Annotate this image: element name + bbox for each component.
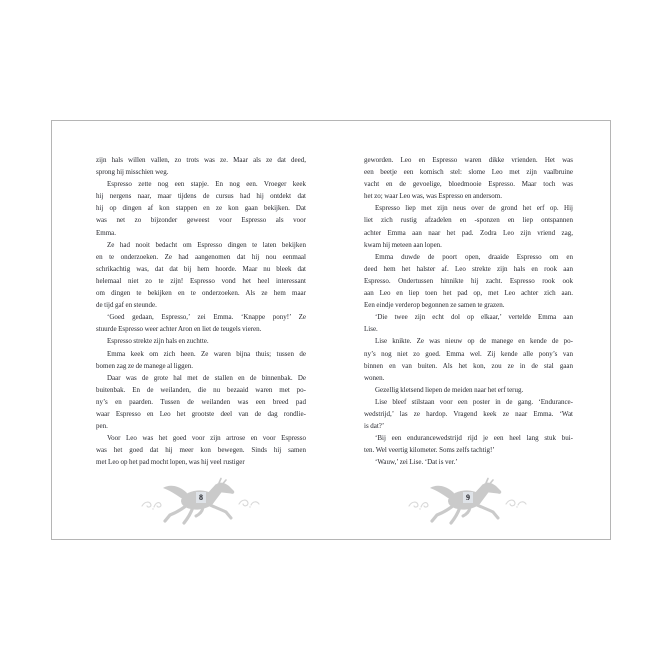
text-line: Espresso zette nog een stapje. En nog een. Vroeger keek [107, 180, 306, 189]
right-flourish-icon [506, 500, 526, 508]
text-line: ‘Wauw,’ zei Lise. ‘Dat is ver.’ [375, 458, 458, 467]
text-line: Lise. [364, 325, 378, 334]
text-line: schrikachtig was, dat dat bij hem hoorde. Maar nu bleek dat [96, 264, 306, 273]
text-line: wedstrijd,’ las ze hardop. Vragend keek ze naar Emma. ‘Wat [364, 409, 573, 418]
text-line: Emma. [96, 228, 117, 237]
text-line: zijn hals willen vallen, zo trots was ze. Maar als ze dat deed, [96, 156, 306, 164]
text-line: ‘Goed gedaan, Espresso,’ zei Emma. ‘Knappe pony!’ Ze [107, 313, 306, 322]
text-line: was net zo bijzonder geweest voor Espresso als voor [96, 216, 306, 225]
text-line: vacht en de gevoelige, bloedmooie Espresso. Maar toch was [364, 180, 573, 189]
page-number: 9 [463, 492, 473, 503]
text-line: waar Espresso en Leo het grootste deel van de dag rondlie- [96, 409, 306, 418]
text-line: is dat?’ [364, 422, 385, 431]
text-line: ny’s nog niet zo goed. Emma wel. Zij kende alle pony’s van [364, 349, 573, 358]
left-flourish-icon [142, 502, 161, 510]
text-line: Espresso. Ondertussen hinnikte hij zacht. Espresso rook ook [364, 276, 573, 285]
text-line: aan Leo en liep toen het pad op, met Leo achter zich aan. [364, 289, 573, 298]
right-flourish-icon [239, 500, 259, 508]
text-line: stuurde Espresso weer achter Aron en liet de teugels vieren. [96, 325, 262, 334]
text-line: kwam hij meteen aan lopen. [364, 240, 442, 249]
text-line: buitenbak. En de weilanden, die nu bezaaid waren met po- [96, 385, 306, 394]
text-line: Espresso strekte zijn hals en zuchtte. [107, 337, 209, 346]
text-line: sprong hij misschien weg. [96, 168, 169, 177]
text-line: ny’s en paarden. Tussen de weilanden was een breed pad [96, 397, 306, 406]
text-line: en te onderzoeken. Ze had aangenomen dat hij nou eenmaal [96, 252, 306, 261]
text-line: bomen zag ze de manege al liggen. [96, 361, 193, 370]
text-line: Espresso liep met zijn neus over de grond het erf op. Hij [375, 204, 573, 213]
text-line: Een eindje verderop begonnen ze samen te grazen. [364, 301, 505, 310]
text-line: achter Emma aan naar het pad. Zodra Leo zijn vriend zag, [364, 228, 573, 237]
page-right-text [364, 154, 573, 468]
text-line: geworden. Leo en Espresso waren dikke vrienden. Het was [364, 156, 573, 164]
text-line: Emma duwde de poort open, draaide Espresso om en [375, 252, 573, 261]
page-left-text [96, 154, 306, 468]
left-flourish-icon [409, 502, 428, 510]
galloping-horse-icon [139, 477, 263, 535]
text-line: was het goed dat hij meer kon bewegen. Sinds hij samen [96, 446, 306, 455]
page-left-footer [139, 477, 263, 535]
galloping-horse-icon [406, 477, 530, 535]
text-line: hij nergens naar, maar tijdens de cursus had hij ontdekt dat [96, 192, 306, 201]
text-line: een beetje een komisch stel: slome Leo met zijn vaalbruine [364, 168, 573, 177]
text-line: de tijd gaf en steunde. [96, 301, 157, 310]
text-line: pen. [96, 422, 108, 431]
text-line: Lise knikte. Ze was nieuw op de manege en kende de po- [375, 337, 573, 346]
text-line: helemaal niet zo te zijn! Espresso vond het heel interessant [96, 276, 306, 285]
text-line: het zo; waar Leo was, was Espresso en andersom. [364, 192, 502, 201]
text-line: Voor Leo was het goed voor zijn artrose en voor Espresso [107, 434, 306, 443]
text-line: om dingen te bekijken en te onderzoeken. Als ze hem maar [96, 289, 306, 298]
text-line: Lise bleef stilstaan voor een poster in de gang. ‘Endurance- [375, 397, 573, 406]
text-line: liet zich rustig afzadelen en -sponzen en liep ontspannen [364, 216, 573, 225]
text-line: met Leo op het pad mocht lopen, was hij veel rustiger [96, 458, 245, 467]
text-line: Daar was de grote hal met de stallen en de binnenbak. De [107, 373, 306, 382]
text-line: Ze had nooit bedacht om Espresso dingen te laten bekijken [107, 240, 306, 249]
page-number: 8 [196, 492, 206, 503]
text-line: ‘Bij een endurancewedstrijd rijd je een heel lang stuk bui- [375, 434, 573, 443]
text-line: Emma keek om zich heen. Ze waren bijna thuis; tussen de [107, 349, 306, 358]
text-line: binnen en van buiten. Als het kon, zou ze in de stal gaan [364, 361, 573, 370]
text-line: deed hem het halster af. Leo strekte zijn hals en rook aan [364, 264, 573, 273]
book-spread [51, 120, 611, 540]
page-right-footer [406, 477, 530, 535]
text-line: ten. Wel veertig kilometer. Soms zelfs tachtig!’ [364, 446, 495, 455]
text-line: ‘Die twee zijn echt dol op elkaar,’ vertelde Emma aan [375, 313, 573, 322]
text-line: wonen. [364, 373, 385, 382]
text-line: Gezellig kletsend liepen de meiden naar het erf terug. [375, 385, 524, 394]
text-line: hij op dingen af kon stappen en ze kon gaan bekijken. Dat [96, 204, 306, 213]
